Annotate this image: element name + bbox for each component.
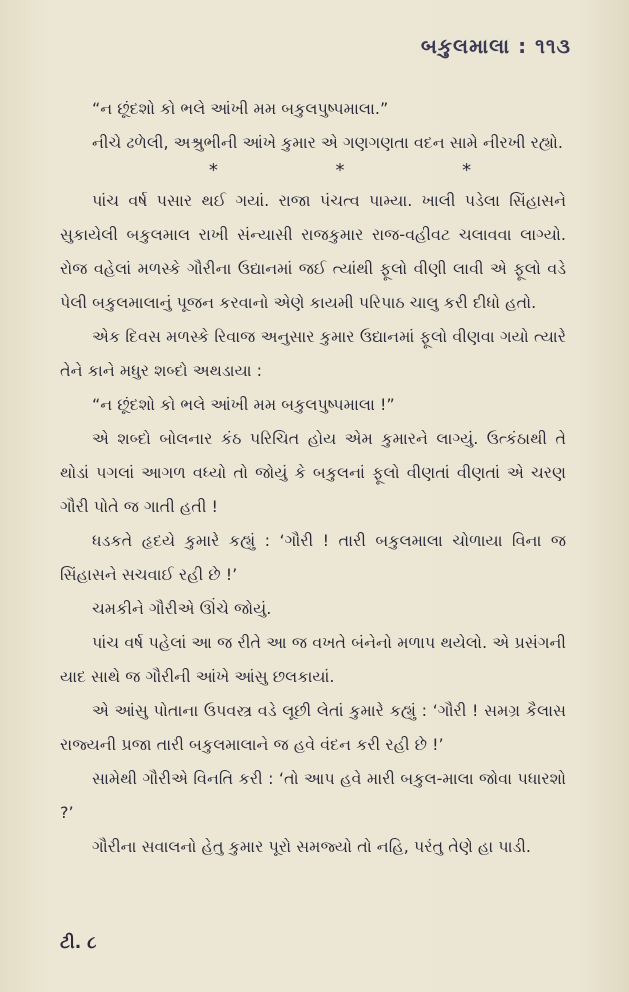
paragraph: પાંચ વર્ષ પસાર થઈ ગયાં. રાજા પંચત્વ પામ્યા. ખાલી પડેલા સિંહાસને સુકાયેલી બકુલમાલ રાખી સંન્યાસી રાજકુમાર રાજ-વહીવટ ચલાવવા લાગ્યો. રોજ વહેલાં મળસ્કે ગૌરીના ઉદ્યાનમાં જઈ ત્યાંથી ફૂલો વીણી લાવી એ ફૂલો વડે પેલી બકુલમાલાનું પૂજન કરવાનો એણે કાયમી પરિપાઠ ચાલુ કરી દીધો હતો. [60, 191, 566, 312]
paragraph: એ આંસુ પોતાના ઉપવસ્ત્ર વડે લૂછી લેતાં કુમારે કહ્યું : ‘ગૌરી ! સમગ્ર કૈલાસ રાજ્યની પ્રજા તારી બકુલમાલાને જ હવે વંદન કરી રહી છે !’ [60, 701, 566, 754]
section-break [150, 156, 530, 186]
paragraph: એક દિવસ મળસ્કે રિવાજ અનુસાર કુમાર ઉદ્યાનમાં ફૂલો વીણવા ગયો ત્યારે તેને કાને મધુર શબ્દો અથડાયા : [60, 327, 566, 380]
page-header: બકુલમાલા : ૧૧૩ [420, 34, 571, 58]
paragraph: સામેથી ગૌરીએ વિનતિ કરી : ‘તો આપ હવે મારી બકુલ-માલા જોવા પધારશો ?’ [60, 769, 566, 822]
signature-mark: ટી. ૮ [60, 933, 97, 953]
paragraph: નીચે ઢળેલી, અશ્રુભીની આંખે કુમાર એ ગણગણતા વદન સામે નીરખી રહ્યો. [92, 133, 564, 152]
verse-line: “ન છૂંદશો કો ભલે આંખી મમ બકુલપુષ્પમાલા.” [92, 99, 389, 118]
body-text [60, 92, 566, 864]
paragraph: પાંચ વર્ષ પહેલાં આ જ રીતે આ જ વખતે બંનેનો મળાપ થયેલો. એ પ્રસંગની યાદ સાથે જ ગૌરીની આંખે આંસુ છલકાયાં. [60, 633, 566, 686]
star: * [208, 160, 218, 181]
paragraph: ચમકીને ગૌરીએ ઊંચે જોયું. [92, 599, 272, 618]
paragraph: ગૌરીના સવાલનો હેતુ કુમાર પૂરો સમજ્યો તો નહિ, પરંતુ તેણે હા પાડી. [92, 837, 532, 856]
verse-line: “ન છૂંદશો કો ભલે આંખી મમ બકુલપુષ્પમાલા !” [92, 395, 395, 414]
paragraph: ધડકતે હૃદયે કુમારે કહ્યું : ‘ગૌરી ! તારી બકુલમાલા ચોળાયા વિના જ સિંહાસને સચવાઈ રહી છે !’ [60, 531, 566, 584]
star: * [462, 160, 472, 181]
star: * [335, 160, 345, 181]
paragraph: એ શબ્દો બોલનાર કંઠ પરિચિત હોય એમ કુમારને લાગ્યું. ઉત્કંઠાથી તે થોડાં પગલાં આગળ વધ્યો તો જોયું કે બકુલનાં ફૂલો વીણતાં વીણતાં એ ચરણ ગૌરી પોતે જ ગાતી હતી ! [60, 429, 566, 516]
